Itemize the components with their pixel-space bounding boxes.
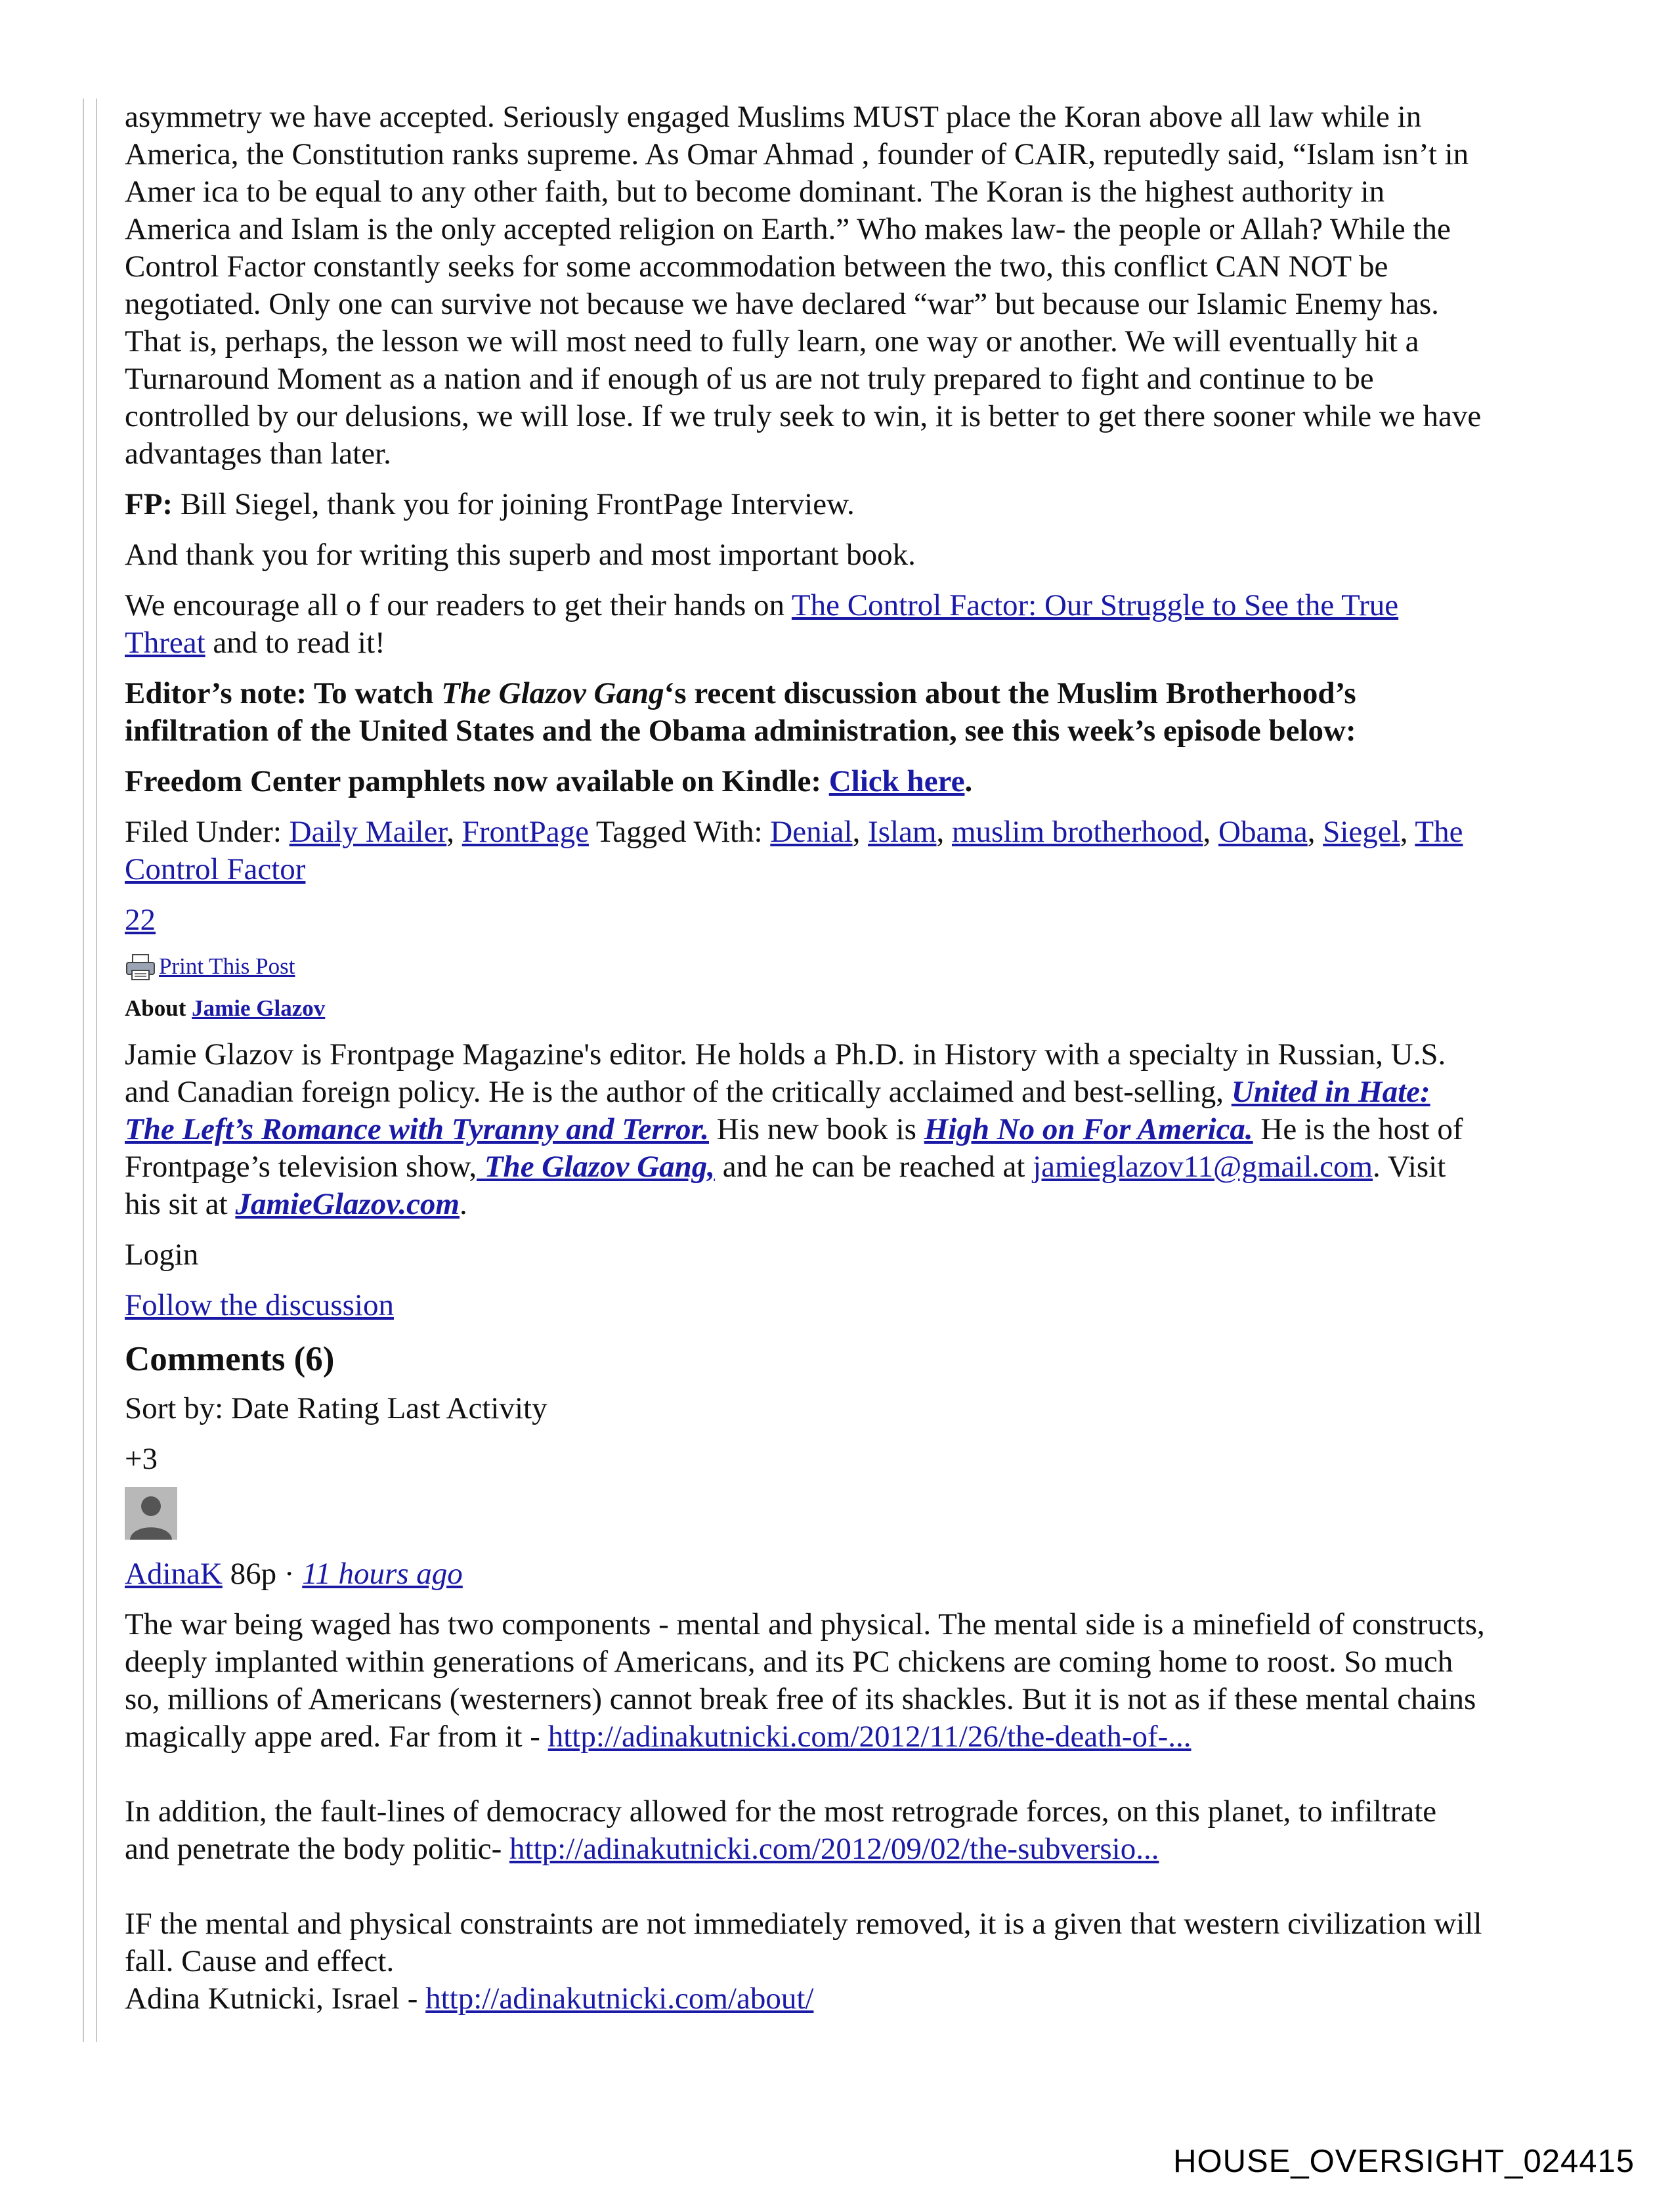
tag-link-siegel[interactable]: Siegel: [1323, 815, 1400, 849]
fp-paragraph: FP: Bill Siegel, thank you for joining FrontPage Interview.: [125, 487, 855, 521]
left-rule-inner: [96, 98, 97, 2042]
thanks-paragraph: And thank you for writing this superb and most important book.: [125, 538, 916, 572]
filed-under: Filed Under: Daily Mailer, FrontPage Tagged With: Denial, Islam, muslim brotherhood, Obama, Siegel, The Control Factor: [125, 815, 1463, 886]
print-row: [125, 952, 1589, 981]
tag-link-obama[interactable]: Obama: [1218, 815, 1308, 849]
fp-label: FP:: [125, 487, 173, 521]
book-link[interactable]: The Control Factor: Our Struggle to See the True Threat: [125, 588, 1399, 660]
comment-score: +3: [125, 1442, 158, 1476]
intro-paragraph: asymmetry we have accepted. Seriously engaged Muslims MUST place the Koran above all law while in America, the Constitution ranks supreme. As Omar Ahmad , founder of CAIR, reputedly said, “Islam isn’t in Amer ica to be equal to any other faith, but to become dominant. The Koran is the highest authority in America and Islam is the only accepted religion on Earth.” Who makes law- the people or Allah? While the Control Factor constantly seeks for some accommodation between the two, this conflict CAN NOT be negotiated. Only one can survive not because we have declared “war” but because our Islamic Enemy has. That is, perhaps, the lesson we will most need to fully learn, one way or another. We will eventually hit a Turnaround Moment as a nation and if enough of us are not truly prepared to fight and continue to be controlled by our delusions, we will lose. If we truly seek to win, it is better to get there sooner while we have advantages than later.: [125, 100, 1482, 471]
article-body: [125, 98, 1589, 2018]
author-bio: Jamie Glazov is Frontpage Magazine's editor. He holds a Ph.D. in History with a specialty in Russian, U.S. and Canadian foreign policy. He is the author of the critically acclaimed and best-selling, United in Hate: The Left’s Romance with Tyranny and Terror. His new book is High No on For America. He is the host of Frontpage’s television show, The Glazov Gang, and he can be reached at jamieglazov11@gmail.com. Visit his sit at JamieGlazov.com.: [125, 1037, 1463, 1221]
show-link-glazov-gang[interactable]: The Glazov Gang,: [477, 1150, 716, 1184]
comment-time-link[interactable]: 11 hours ago: [302, 1557, 463, 1591]
category-link-daily-mailer[interactable]: Daily Mailer: [289, 815, 447, 849]
sort-options[interactable]: Sort by: Date Rating Last Activity: [125, 1391, 547, 1425]
about-author: About Jamie Glazov: [125, 995, 326, 1021]
left-rule-outer: [83, 98, 84, 2042]
tag-link-islam[interactable]: Islam: [868, 815, 937, 849]
tag-link-muslim-brotherhood[interactable]: muslim brotherhood: [952, 815, 1203, 849]
comment-meta: AdinaK 86p · 11 hours ago: [125, 1557, 463, 1591]
document-stamp: HOUSE_OVERSIGHT_024415: [1173, 2144, 1635, 2179]
category-link-frontpage[interactable]: FrontPage: [461, 815, 589, 849]
comments-heading: Comments (6): [125, 1340, 335, 1378]
follow-paragraph: [125, 1287, 1589, 1324]
printer-icon[interactable]: [125, 953, 156, 981]
author-link[interactable]: Jamie Glazov: [192, 995, 326, 1021]
comment-link-2[interactable]: http://adinakutnicki.com/2012/09/02/the-subversio...: [509, 1832, 1159, 1866]
print-this-post-link[interactable]: Print This Post: [159, 953, 295, 979]
book-link-high-noon[interactable]: High No on For America.: [924, 1112, 1253, 1146]
comment-link-1[interactable]: http://adinakutnicki.com/2012/11/26/the-death-of-...: [547, 1720, 1191, 1754]
kindle-link[interactable]: Click here: [828, 764, 965, 798]
tag-link-denial[interactable]: Denial: [770, 815, 853, 849]
encourage-paragraph: We encourage all o f our readers to get their hands on The Control Factor: Our Struggle to See the True Threat and to read it!: [125, 588, 1399, 660]
count-paragraph: [125, 901, 1589, 939]
pamphlet-note: Freedom Center pamphlets now available on Kindle: Click here.: [125, 764, 973, 798]
avatar[interactable]: [125, 1487, 177, 1540]
comment-count-link[interactable]: 22: [125, 903, 156, 937]
comment-link-3[interactable]: http://adinakutnicki.com/about/: [425, 1982, 814, 2016]
email-link[interactable]: jamieglazov11@gmail.com: [1033, 1150, 1373, 1184]
follow-discussion-link[interactable]: Follow the discussion: [125, 1288, 394, 1322]
login-link[interactable]: Login: [125, 1238, 199, 1272]
site-link[interactable]: JamieGlazov.com: [235, 1187, 460, 1221]
comment-body: The war being waged has two components - mental and physical. The mental side is a minefield of constructs, deeply implanted within generations of Americans, and its PC chickens are coming home to roost. So much so, millions of Americans (westerners) cannot break free of its shackles. But it is not as if these mental chains magically appe ared. Far from it - http://adinakutnicki.com/2012/11/26/the-death-of-... In addition, the fault-lines of democracy allowed for the most retrograde forces, on this planet, to infiltrate and penetrate the body politic- http://adinakutnicki.com/2012/09/02/the-subversio... IF the mental and physical constraints are not immediately removed, it is a given that western civilization will fall. Cause and effect. Adina Kutnicki, Israel - http://adinakutnicki.com/about/: [125, 1607, 1485, 2016]
comment-author-link[interactable]: AdinaK: [125, 1557, 223, 1591]
book-link-united-in-hate[interactable]: United in Hate: The Left’s Romance with Tyranny and Terror.: [125, 1075, 1430, 1146]
editor-note: Editor’s note: To watch The Glazov Gang‘s recent discussion about the Muslim Brotherhood’s infiltration of the United States and the Obama administration, see this week’s episode below:: [125, 676, 1356, 748]
tag-link-the-control-factor[interactable]: The Control Factor: [125, 815, 1463, 886]
